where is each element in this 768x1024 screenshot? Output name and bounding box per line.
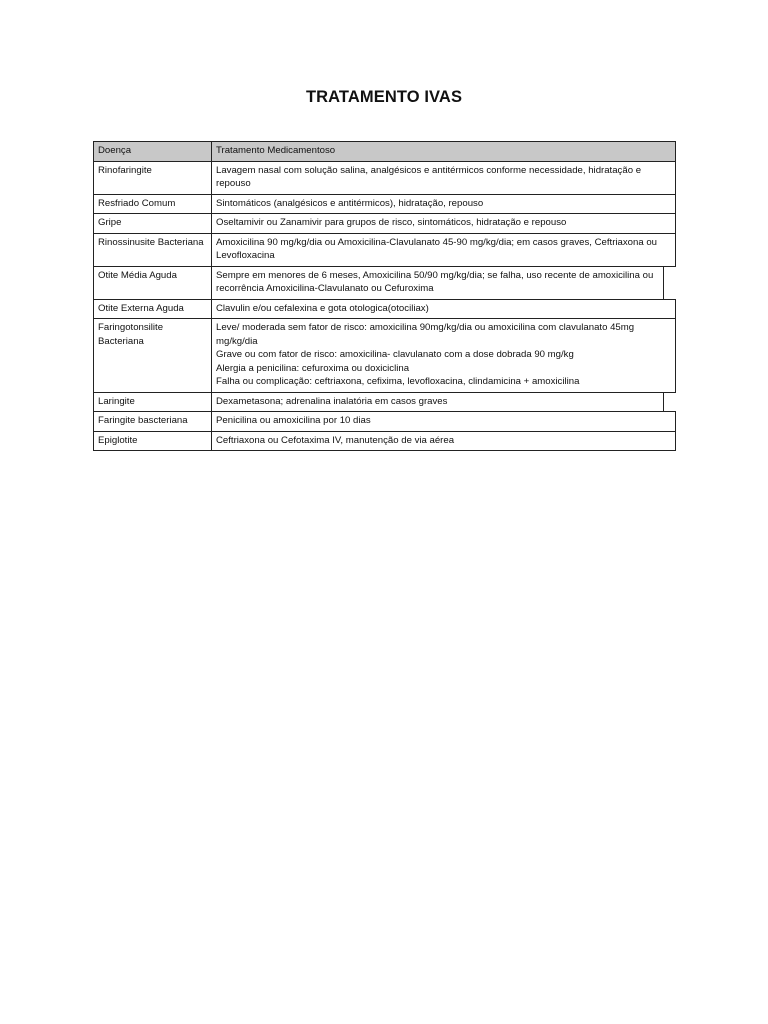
treatment-cell: Oseltamivir ou Zanamivir para grupos de risco, sintomáticos, hidratação e repouso [212,214,676,234]
disease-cell: Otite Externa Aguda [94,299,212,319]
page-title: TRATAMENTO IVAS [305,88,463,106]
disease-cell: Laringite [94,392,212,412]
disease-cell: Otite Média Aguda [94,266,212,299]
header-disease: Doença [94,142,212,162]
table-row [94,319,676,393]
table-row [94,392,676,412]
treatment-cell: Sempre em menores de 6 meses, Amoxicilina 50/90 mg/kg/dia; se falha, uso recente de amoxicilina ou recorrência Amoxicilina-Clavulanato ou Cefuroxima [212,266,676,299]
treatment-cell: Dexametasona; adrenalina inalatória em casos graves [212,392,676,412]
treatment-cell: Lavagem nasal com solução salina, analgésicos e antitérmicos conforme necessidade, hidratação e repouso [212,161,676,194]
header-treatment: Tratamento Medicamentoso [212,142,676,162]
table-row [94,412,676,432]
table-row [94,431,676,451]
treatment-table [93,141,676,451]
treatment-cell: Ceftriaxona ou Cefotaxima IV, manutenção de via aérea [212,431,676,451]
table-row [94,266,676,299]
treatment-cell: Clavulin e/ou cefalexina e gota otologica(otociliax) [212,299,676,319]
disease-cell: Rinofaringite [94,161,212,194]
treatment-cell: Sintomáticos (analgésicos e antitérmicos), hidratação, repouso [212,194,676,214]
disease-cell: Rinossinusite Bacteriana [94,233,212,266]
table-row [94,233,676,266]
disease-cell: Epiglotite [94,431,212,451]
treatment-cell: Amoxicilina 90 mg/kg/dia ou Amoxicilina-Clavulanato 45-90 mg/kg/dia; em casos graves, Ceftriaxona ou Levofloxacina [212,233,676,266]
table-row [94,299,676,319]
table-row [94,161,676,194]
table-row [94,214,676,234]
table-row [94,194,676,214]
disease-cell: Faringotonsilite Bacteriana [94,319,212,393]
treatment-cell: Leve/ moderada sem fator de risco: amoxicilina 90mg/kg/dia ou amoxicilina com clavulanato 45mg mg/kg/dia Grave ou com fator de risco: amoxicilina- clavulanato com a dose dobrada 90 mg/kg Alergia a penicilina: cefuroxima ou doxiciclina Falha ou complicação: ceftriaxona, cefixima, levofloxacina, clindamicina + amoxicilina [212,319,676,393]
disease-cell: Resfriado Comum [94,194,212,214]
table-header-row [94,142,676,162]
disease-cell: Faringite bascteriana [94,412,212,432]
disease-cell: Gripe [94,214,212,234]
treatment-cell: Penicilina ou amoxicilina por 10 dias [212,412,676,432]
